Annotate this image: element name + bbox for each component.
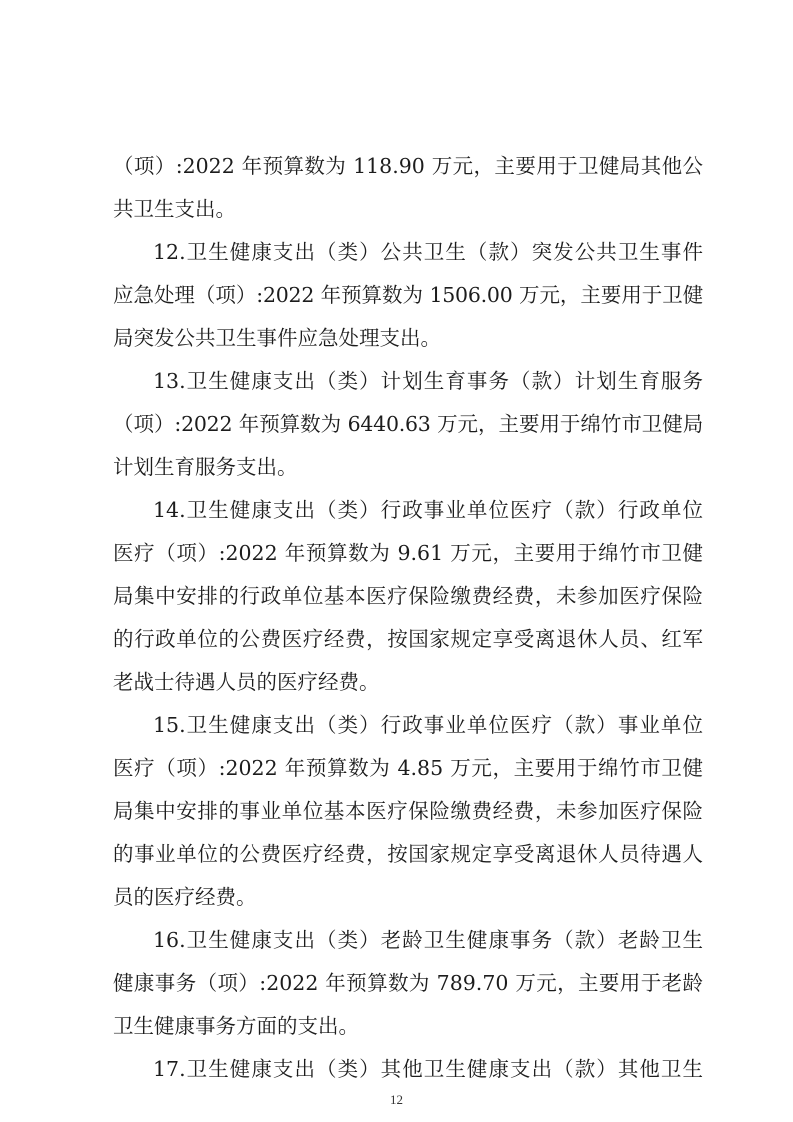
text-line: 卫生健康事务方面的支出。 bbox=[113, 1014, 359, 1038]
text-line: 12.卫生健康支出（类）公共卫生（款）突发公共卫生事件 bbox=[153, 240, 703, 264]
text-line: 医疗（项）:2022 年预算数为 4.85 万元，主要用于绵竹市卫健 bbox=[113, 756, 703, 780]
text-line: 17.卫生健康支出（类）其他卫生健康支出（款）其他卫生 bbox=[153, 1057, 703, 1081]
text-line: 13.卫生健康支出（类）计划生育事务（款）计划生育服务 bbox=[153, 369, 703, 393]
text-line: 老战士待遇人员的医疗经费。 bbox=[113, 670, 380, 694]
text-line: 的行政单位的公费医疗经费，按国家规定享受离退休人员、红军 bbox=[113, 627, 703, 651]
text-line: 局突发公共卫生事件应急处理支出。 bbox=[113, 326, 441, 350]
text-line: 共卫生支出。 bbox=[113, 197, 236, 221]
text-line: 14.卫生健康支出（类）行政事业单位医疗（款）行政单位 bbox=[153, 498, 703, 522]
text-line: 的事业单位的公费医疗经费，按国家规定享受离退休人员待遇人 bbox=[113, 842, 703, 866]
text-line: 15.卫生健康支出（类）行政事业单位医疗（款）事业单位 bbox=[153, 713, 703, 737]
text-line: 应急处理（项）:2022 年预算数为 1506.00 万元，主要用于卫健 bbox=[113, 283, 703, 307]
text-line: 员的医疗经费。 bbox=[113, 885, 257, 909]
text-line: 16.卫生健康支出（类）老龄卫生健康事务（款）老龄卫生 bbox=[153, 928, 703, 952]
text-line: 局集中安排的行政单位基本医疗保险缴费经费，未参加医疗保险 bbox=[113, 584, 703, 608]
text-line: 医疗（项）:2022 年预算数为 9.61 万元，主要用于绵竹市卫健 bbox=[113, 541, 703, 565]
text-line: 健康事务（项）:2022 年预算数为 789.70 万元，主要用于老龄 bbox=[113, 971, 703, 995]
text-line: 局集中安排的事业单位基本医疗保险缴费经费，未参加医疗保险 bbox=[113, 799, 703, 823]
page-number: 12 bbox=[390, 1092, 403, 1107]
text-line: （项）:2022 年预算数为 6440.63 万元，主要用于绵竹市卫健局 bbox=[113, 412, 703, 436]
text-line: 计划生育服务支出。 bbox=[113, 455, 298, 479]
text-line: （项）:2022 年预算数为 118.90 万元，主要用于卫健局其他公 bbox=[113, 154, 703, 178]
